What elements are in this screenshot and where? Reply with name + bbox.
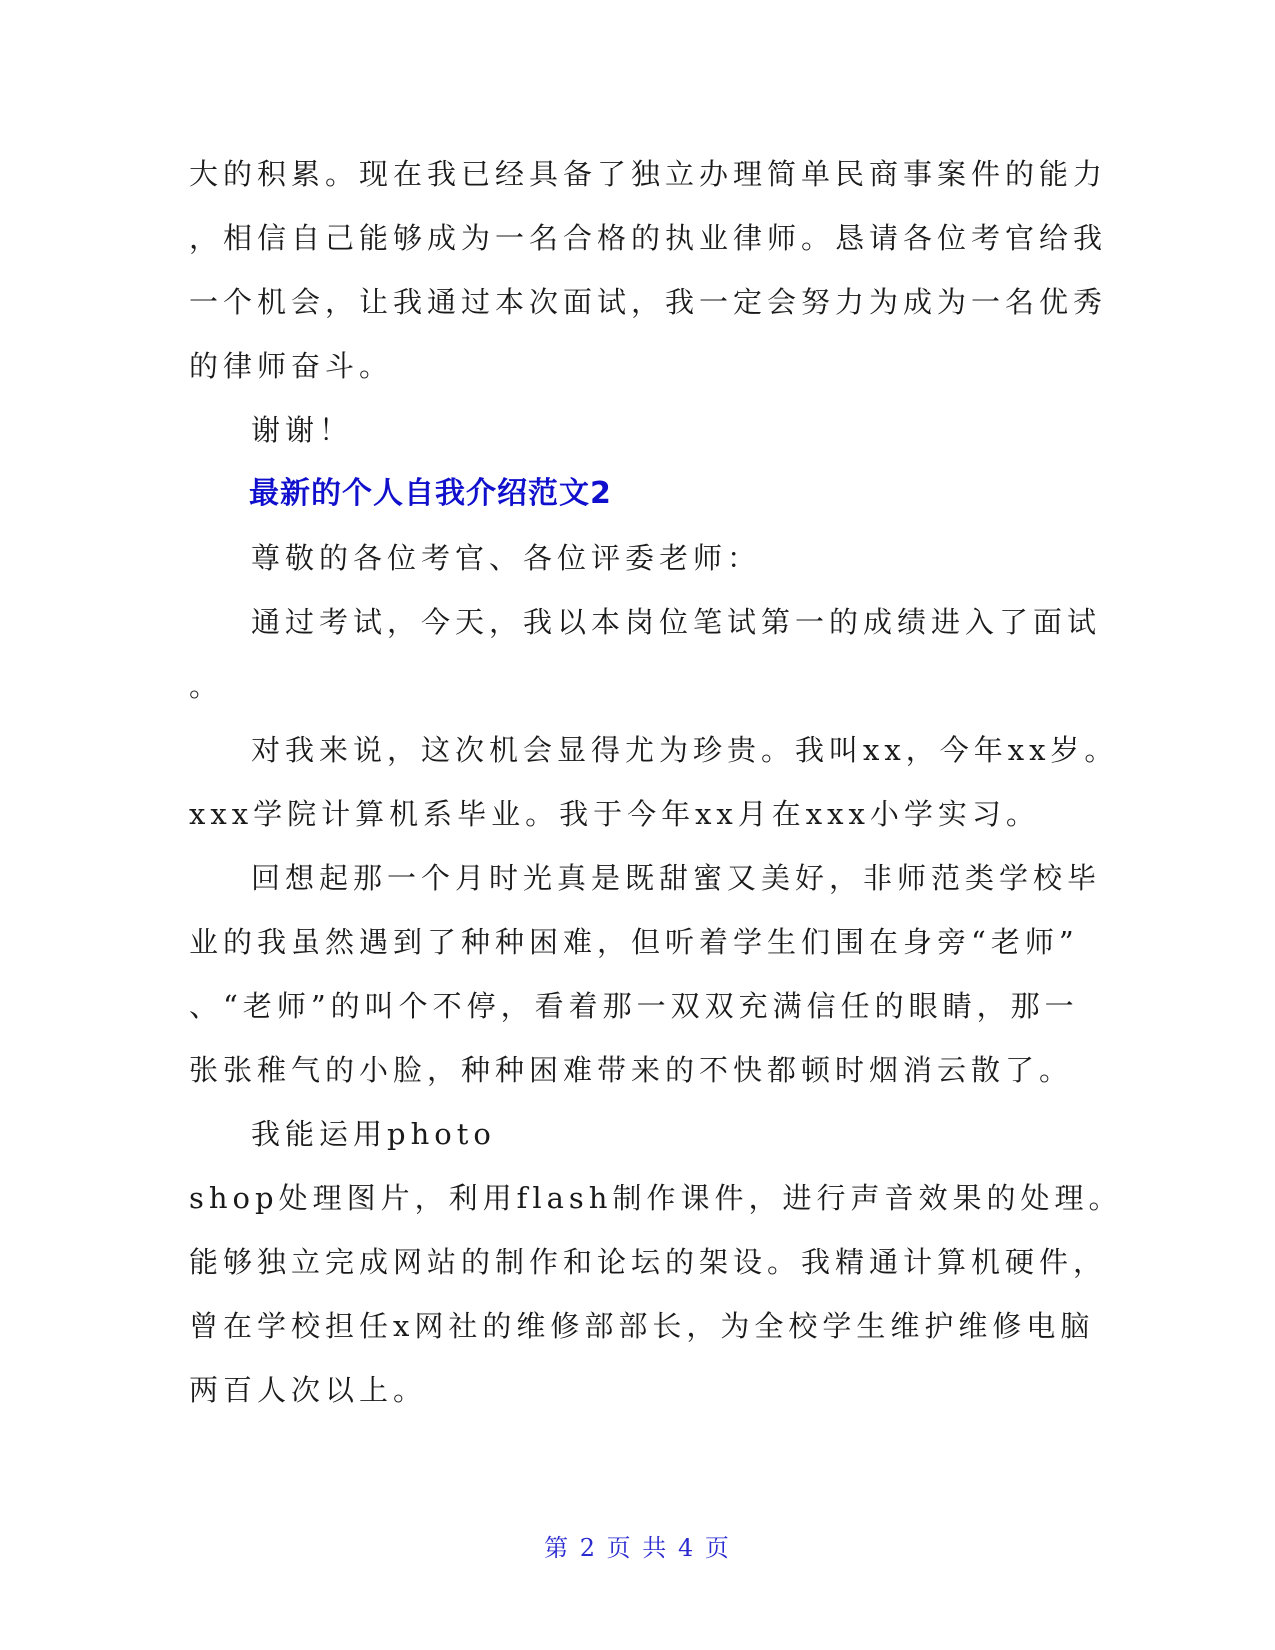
text-line: 大的积累。现在我已经具备了独立办理简单民商事案件的能力 [189,157,1108,191]
text-line: 的律师奋斗。 [189,349,394,383]
section-title: 最新的个人自我介绍范文2 [249,476,612,511]
text-line: 一个机会，让我通过本次面试，我一定会努力为成为一名优秀 [189,285,1108,319]
thanks-line: 谢谢！ [251,413,354,447]
text-line: 张张稚气的小脸，种种困难带来的不快都顿时烟消云散了。 [189,1053,1074,1087]
text-line: 对我来说，这次机会显得尤为珍贵。我叫xx，今年xx岁。 [251,733,1119,767]
text-line: 通过考试，今天，我以本岗位笔试第一的成绩进入了面试 [251,605,1102,639]
text-line: 我能运用photo [251,1117,496,1151]
text-line: 回想起那一个月时光真是既甜蜜又美好，非师范类学校毕 [251,861,1102,895]
text-line: 。 [189,669,224,703]
greeting-line: 尊敬的各位考官、各位评委老师： [251,541,762,575]
text-line: 曾在学校担任x网社的维修部部长，为全校学生维护维修电脑 [189,1309,1095,1343]
text-line: ，相信自己能够成为一名合格的执业律师。恳请各位考官给我 [189,221,1108,255]
text-line: xxx学院计算机系毕业。我于今年xx月在xxx小学实习。 [189,797,1040,831]
text-line: 、“老师”的叫个不停，看着那一双双充满信任的眼睛，那一 [189,989,1079,1023]
text-line: shop处理图片，利用flash制作课件，进行声音效果的处理。 [189,1181,1123,1215]
document-body [189,142,1123,1422]
text-line: 业的我虽然遇到了种种困难，但听着学生们围在身旁“老师” [189,925,1079,959]
text-line: 能够独立完成网站的制作和论坛的架设。我精通计算机硬件， [189,1245,1108,1279]
page-number-footer: 第 2 页 共 4 页 [544,1534,731,1562]
text-line: 两百人次以上。 [189,1373,428,1407]
